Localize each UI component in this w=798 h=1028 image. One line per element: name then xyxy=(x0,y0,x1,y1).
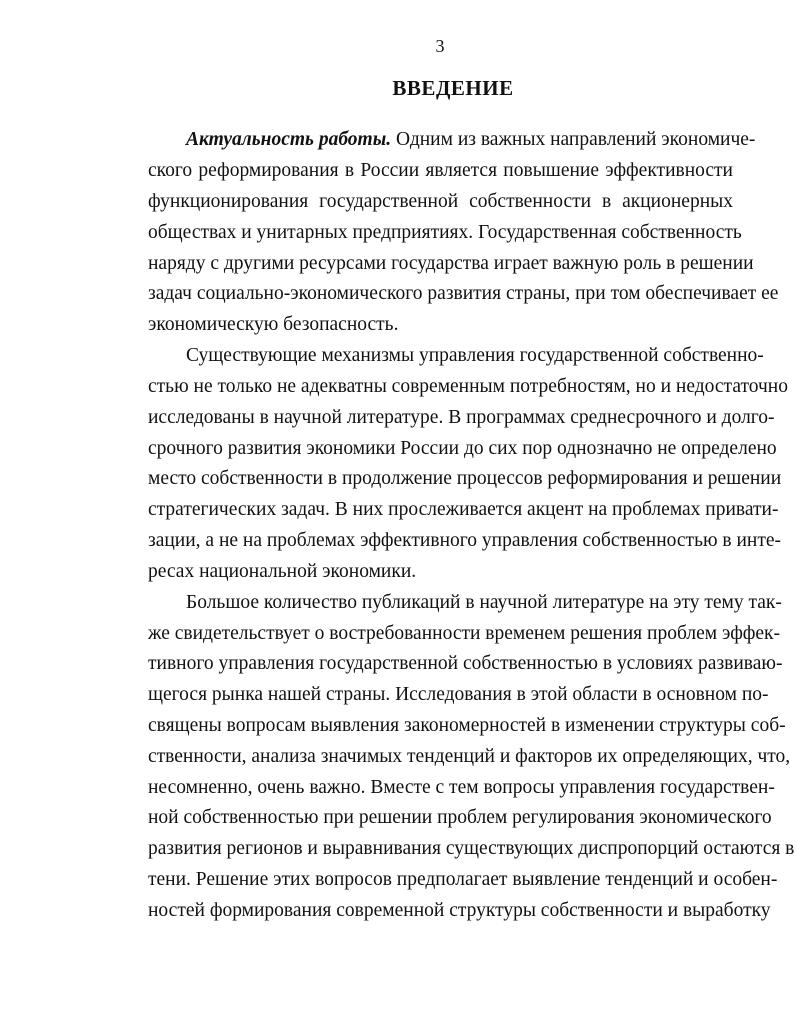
paragraph-3-line-8: ной собственностью при решении проблем регулирования экономического xyxy=(148,807,772,828)
paragraph-1-line-3: функционирования государственной собственности в акционерных xyxy=(148,191,733,212)
paragraph-1-line-1-text: Одним из важных направлений экономиче- xyxy=(391,129,756,150)
paragraph-1-line-2: ского реформирования в России является повышение эффективности xyxy=(148,160,733,181)
paragraph-1-line-4: обществах и унитарных предприятиях. Государственная собственность xyxy=(148,222,742,243)
paragraph-2-line-6: стратегических задач. В них прослеживается акцент на проблемах привати- xyxy=(148,499,779,520)
paragraph-2-line-5: место собственности в продолжение процессов реформирования и решении xyxy=(148,468,782,489)
lead-phrase: Актуальность работы. xyxy=(186,129,392,150)
paragraph-1-line-7: экономическую безопасность. xyxy=(148,314,399,335)
paragraph-1-line-6: задач социально-экономического развития страны, при том обеспечивает ее xyxy=(148,283,779,304)
paragraph-2-line-4: срочного развития экономики России до сих пор однозначно не определено xyxy=(148,438,777,459)
paragraph-2-line-1: Существующие механизмы управления государственной собственно- xyxy=(186,345,764,366)
paragraph-3-line-6: ственности, анализа значимых тенденций и факторов их определяющих, что, xyxy=(148,746,791,767)
paragraph-3-line-3: тивного управления государственной собственностью в условиях развиваю- xyxy=(148,653,783,674)
paragraph-3-line-9: развития регионов и выравнивания существующих диспропорций остаются в xyxy=(148,838,795,859)
paragraph-2-line-2: стью не только не адекватны современным потребностям, но и недостаточно xyxy=(148,376,788,397)
paragraph-3-line-11: ностей формирования современной структуры собственности и выработку xyxy=(148,900,771,921)
paragraph-3-line-7: несомненно, очень важно. Вместе с тем вопросы управления государствен- xyxy=(148,777,775,798)
paragraph-3-line-2: же свидетельствует о востребованности временем решения проблем эффек- xyxy=(148,623,781,644)
paragraph-2-line-3: исследованы в научной литературе. В программах среднесрочного и долго- xyxy=(148,407,775,428)
page-number: 3 xyxy=(435,36,445,56)
paragraph-3-line-4: щегося рынка нашей страны. Исследования в этой области в основном по- xyxy=(148,684,769,705)
paragraph-3-line-1: Большое количество публикаций в научной литературе на эту тему так- xyxy=(186,592,782,613)
paragraph-3-line-10: тени. Решение этих вопросов предполагает выявление тенденций и особен- xyxy=(148,869,778,890)
paragraph-2-line-8: ресах национальной экономики. xyxy=(148,561,417,582)
paragraph-1-line-5: наряду с другими ресурсами государства играет важную роль в решении xyxy=(148,253,754,274)
section-heading: ВВЕДЕНИЕ xyxy=(392,76,514,100)
paragraph-2-line-7: зации, а не на проблемах эффективного управления собственностью в инте- xyxy=(148,530,782,551)
paragraph-3-line-5: священы вопросам выявления закономерностей в изменении структуры соб- xyxy=(148,715,786,736)
paragraph-1-line-1 xyxy=(186,128,756,152)
